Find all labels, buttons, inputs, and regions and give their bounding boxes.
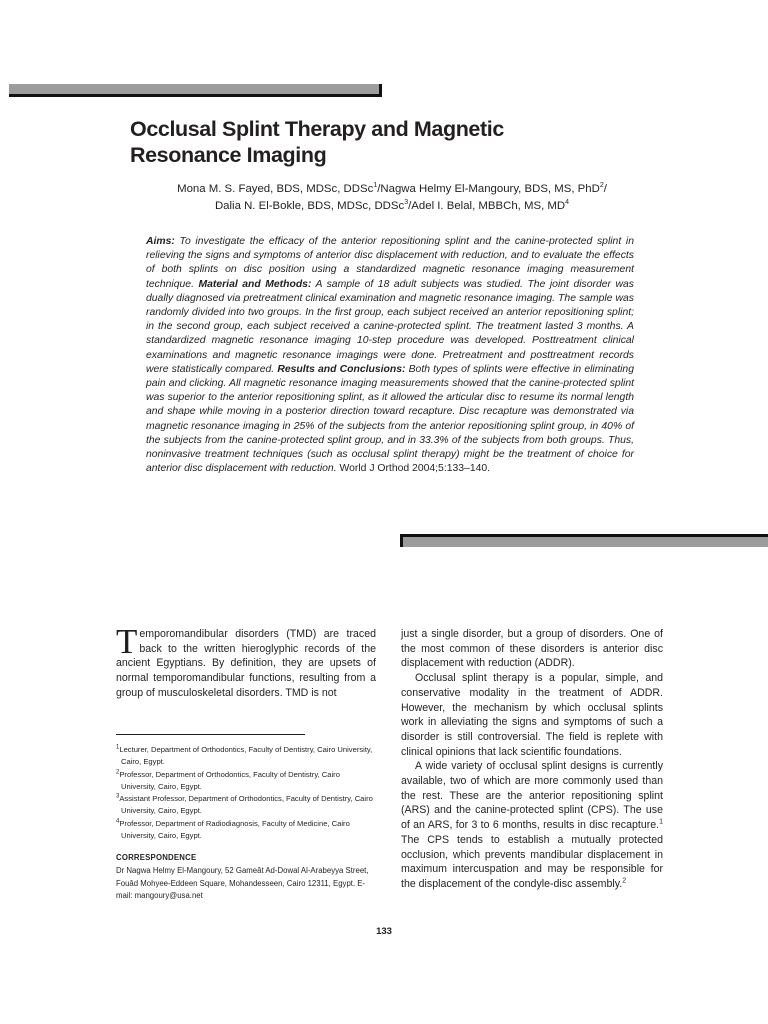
- correspondence-text: Dr Nagwa Helmy El-Mangoury, 52 Gameât Ad-Dowal Al-Arabeyya Street, Fouâd Mohyee-Eddeen Square, Mohandesseen, Cairo 12311, Egypt. E-mail: mangoury@usa.net: [116, 866, 369, 901]
- author-1: Mona M. S. Fayed, BDS, MDSc, DDSc$^1$/: [177, 182, 381, 195]
- footnote-1: $^1$Lecturer, Department of Orthodontics, Faculty of Dentistry, Cairo University, Cairo, Egypt.: [116, 744, 373, 767]
- page-number: 133: [376, 926, 392, 937]
- author-footnotes: [116, 744, 376, 842]
- correspondence-heading: CORRESPONDENCE: [116, 853, 197, 862]
- footnote-3: $^3$Assistant Professor, Department of Orthodontics, Faculty of Dentistry, Cairo University, Cairo, Egypt.: [116, 793, 373, 816]
- drop-cap: T: [116, 622, 138, 661]
- author-4: Adel I. Belal, MBBCh, MS, $MD^4$: [411, 199, 570, 212]
- citation-ref-1[interactable]: 1: [659, 818, 663, 826]
- title-line-1: Occlusal Splint Therapy and Magnetic: [130, 117, 504, 141]
- article-title: [130, 116, 690, 168]
- body-column-left: [116, 622, 376, 701]
- paragraph-splint-therapy: Occlusal splint therapy is a popular, simple, and conservative modality in the treatment of ADDR. However, the mechanism by which occlusal splints work in alleviating the signs and symptoms of such a disorder is still controversial. The field is replete with clinical opinions that lack scientific foundations.: [401, 672, 663, 758]
- footnote-2: $^2$Professor, Department of Orthodontics, Faculty of Dentistry, Cairo University, Cairo, Egypt.: [116, 769, 340, 791]
- abstract-methods-text: A sample of 18 adult subjects was studied. The joint disorder was dually diagnosed via pretreatment clinical examination and magnetic resonance imaging. The sample was randomly divided into two groups. In the first group, each subject received an anterior repositioning splint; in the second group, each subject received a canine-protected splint. The treatment lasted 3 months. A standardized magnetic resonance imaging 10-step procedure was developed. Posttreatment clinical examinations and magnetic resonance imagings were done. Pretreatment and posttreatment records were statistically compared.: [146, 278, 634, 375]
- top-decorative-rule: [9, 84, 382, 97]
- author-3: Dalia N. El-Bokle, BDS, MDSc, DDSc$^3$/: [214, 199, 412, 212]
- bottom-decorative-rule: [400, 534, 768, 547]
- author-2: Nagwa Helmy El-Mangoury, BDS, MS, PhD$^2$/: [380, 182, 607, 195]
- footnote-4: $^4$Professor, Department of Radiodiagnosis, Faculty of Medicine, Cairo University, Cairo, Egypt.: [116, 818, 350, 841]
- abstract-results-label: Results and Conclusions:: [277, 363, 406, 375]
- abstract-methods-label: Material and Methods:: [198, 278, 312, 290]
- citation-ref-2[interactable]: 2: [622, 877, 627, 885]
- intro-paragraph: Temporomandibular disorders (TMD) are traced back to the written hieroglyphic records of the ancient Egyptians. By definition, they are upsets of normal temporomandibular functions, resulting from a group of musculoskeletal disorders. TMD is not: [116, 622, 376, 699]
- abstract: [146, 235, 634, 476]
- paragraph-continued: just a single disorder, but a group of disorders. One of the most common of these disorders is anterior disc displacement with reduction (ADDR).: [401, 628, 663, 670]
- abstract-results-text: Both types of splints were effective in eliminating pain and clicking. All magnetic resonance imaging measurements showed that the canine-protected splint was superior to the anterior repositioning splint, as it allowed the articular disc to resume its normal length and shape while moving in a posterior direction toward recapture. Disc recapture was demonstrated via magnetic resonance imaging in 25% of the subjects from the anterior repositioning splint group, in 40% of the subjects from the canine-protected splint group, and in 33.3% of the subjects from both groups. Thus, noninvasive treatment techniques (such as occlusal splint therapy) might be the treatment of choice for anterior disc displacement with reduction.: [146, 363, 634, 475]
- author-list: [132, 181, 652, 215]
- footnote-divider: [116, 734, 305, 735]
- abstract-aims-text: To investigate the efficacy of the anterior repositioning splint and the canine-protected splint in relieving the signs and symptoms of anterior disc displacement with reduction, and to evaluate the effects of both splints on disc position using a standardized magnetic resonance imaging measurement technique.: [146, 236, 634, 290]
- abstract-aims-label: Aims:: [146, 236, 175, 247]
- title-line-2: Resonance Imaging: [130, 143, 327, 167]
- paragraph-splint-designs: A wide variety of occlusal splint designs is currently available, two of which are more commonly used than the rest. These are the anterior repositioning splint (ARS) and the canine-protected splint (CPS). The use of an ARS, for 3 to 6 months, results in disc recapture.$^1$ The CPS tends to establish a mutually protected occlusion, which prevents mandibular displacement in maximum intercuspation and may be responsible for the displacement of the condyle-disc assembly.$^2$: [401, 760, 663, 890]
- body-column-right: [401, 627, 663, 892]
- abstract-citation: World J Orthod 2004;5:133–140.: [336, 463, 491, 475]
